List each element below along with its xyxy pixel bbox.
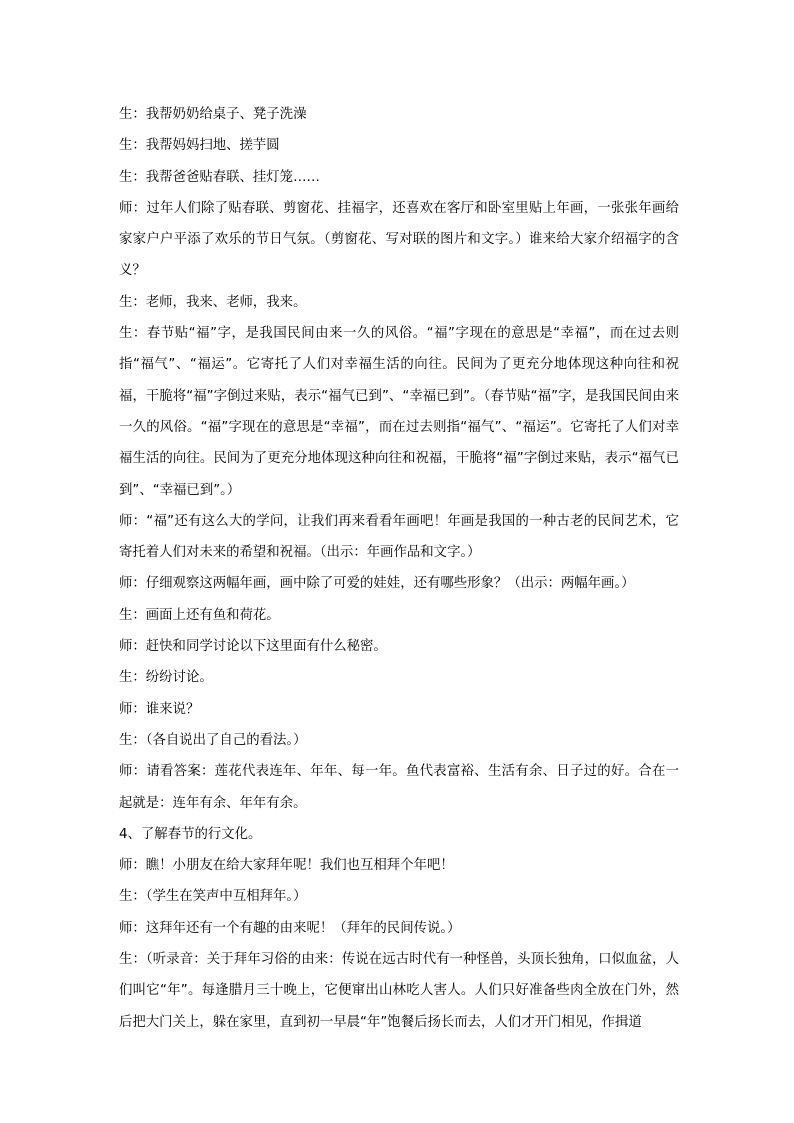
paragraph: 师：这拜年还有一个有趣的由来呢！（拜年的民间传说。） <box>119 920 461 936</box>
section-heading: 4、了解春节的行文化。 <box>119 826 262 842</box>
paragraph: 师：“福”还有这么大的学问，让我们再来看看年画吧！年画是我国的一种古老的民间艺术，它寄托着人们对未来的希望和祝福。（出示：年画作品和文字。） <box>119 513 679 561</box>
document-body <box>119 99 679 1038</box>
paragraph: 师：赶快和同学讨论以下这里面有什么秘密。 <box>119 639 387 655</box>
paragraph: 生：我帮奶奶给桌子、凳子洗澡 <box>119 107 307 122</box>
paragraph: 生：（学生在笑声中互相拜年。） <box>119 889 307 905</box>
paragraph: 生：（各自说出了自己的看法。） <box>119 732 307 748</box>
paragraph: 师：仔细观察这两幅年画，画中除了可爱的娃娃，还有哪些形象？（出示：两幅年画。） <box>119 576 635 592</box>
paragraph: 师：过年人们除了贴春联、剪窗花、挂福字，还喜欢在客厅和卧室里贴上年画，一张张年画给家家户户平添了欢乐的节日气氛。（剪窗花、写对联的图片和文字。）谁来给大家介绍福字的含义？ <box>119 200 679 279</box>
paragraph: 师：谁来说？ <box>119 701 200 717</box>
paragraph: 师：瞧！小朋友在给大家拜年呢！我们也互相拜个年吧！ <box>119 858 454 874</box>
paragraph: 生：画面上还有鱼和荷花。 <box>119 607 280 623</box>
paragraph: 生：我帮爸爸贴春联、挂灯笼…… <box>119 169 320 185</box>
paragraph: 生：老师，我来、老师，我来。 <box>119 294 307 310</box>
paragraph: 生：春节贴“福”字，是我国民间由来一久的风俗。“福”字现在的意思是“幸福”，而在过去则指“福气”、“福运”。它寄托了人们对幸福生活的向往。民间为了更充分地体现这种向往和祝福，干脆将“福”字倒过来贴，表示“福气已到”、“幸福已到”。（春节贴“福”字，是我国民间由来一久的风俗。“福”字现在的意思是“幸福”，而在过去则指“福气”、“福运”。它寄托了人们对幸福生活的向往。民间为了更充分地体现这种向往和祝福，干脆将“福”字倒过来贴，表示“福气已到”、“幸福已到”。） <box>119 326 679 498</box>
paragraph: 生：我帮妈妈扫地、搓芋圆 <box>119 138 280 154</box>
paragraph: 生：纷纷讨论。 <box>119 670 213 686</box>
paragraph: 生：（听录音：关于拜年习俗的由来：传说在远古时代有一种怪兽，头顶长独角，口似血盆，人们叫它“年”。每逢腊月三十晚上，它便窜出山林吃人害人。人们只好准备些肉全放在门外，然后把大门关上，躲在家里，直到初一早晨“年”饱餐后扬长而去，人们才开门相见，作揖道 <box>119 952 679 1030</box>
paragraph: 师：请看答案：莲花代表连年、年年、每一年。鱼代表富裕、生活有余、日子过的好。合在一起就是：连年有余、年年有余。 <box>119 764 679 811</box>
